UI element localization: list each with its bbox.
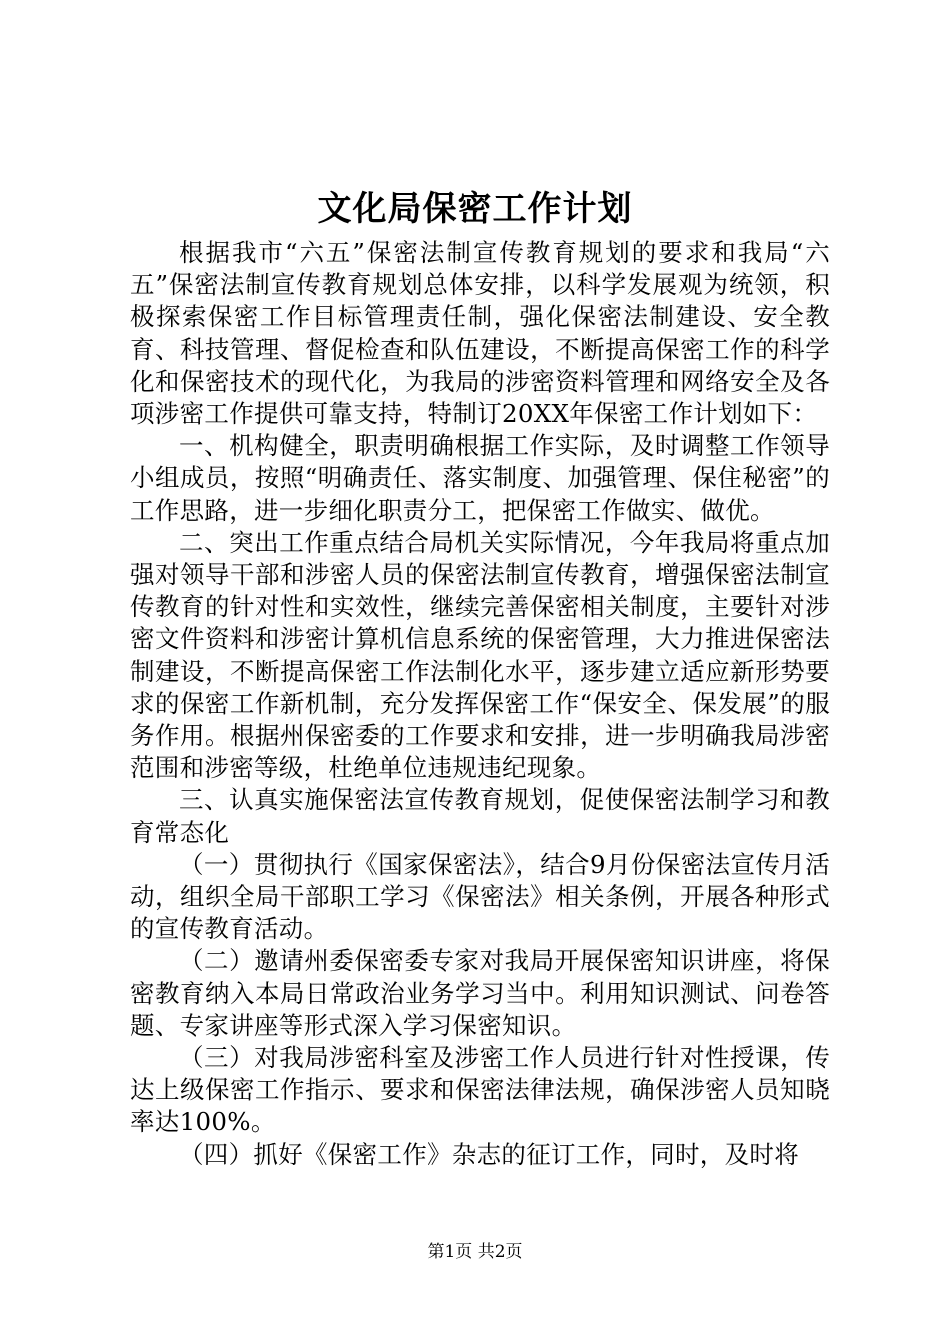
paragraph-item-2: （二）邀请州委保密委专家对我局开展保密知识讲座，将保密教育纳入本局日常政治业务学习当中。利用知识测试、问卷答题、专家讲座等形式深入学习保密知识。	[130, 946, 830, 1040]
paragraph-section-2: 二、突出工作重点结合局机关实际情况，今年我局将重点加强对领导干部和涉密人员的保密法制宣传教育，增强保密法制宣传教育的针对性和实效性，继续完善保密相关制度，主要针对涉密文件资料和涉密计算机信息系统的保密管理，大力推进保密法制建设，不断提高保密工作法制化水平，逐步建立适应新形势要求的保密工作新机制，充分发挥保密工作“保安全、保发展”的服务作用。根据州保密委的工作要求和安排，进一步明确我局涉密范围和涉密等级，杜绝单位违规违纪现象。	[130, 527, 830, 783]
paragraph-item-3: （三）对我局涉密科室及涉密工作人员进行针对性授课，传达上级保密工作指示、要求和保密法律法规，确保涉密人员知晓率达100%。	[130, 1043, 830, 1137]
page-number-footer: 第1页 共2页	[427, 1242, 523, 1262]
paragraph-section-3: 三、认真实施保密法宣传教育规划，促使保密法制学习和教育常态化	[130, 785, 830, 847]
document-body	[130, 237, 830, 1171]
document-title: 文化局保密工作计划	[317, 189, 633, 229]
paragraph-section-1: 一、机构健全，职责明确根据工作实际，及时调整工作领导小组成员，按照“明确责任、落实制度、加强管理、保住秘密”的工作思路，进一步细化职责分工，把保密工作做实、做优。	[130, 431, 830, 525]
paragraph-intro: 根据我市“六五”保密法制宣传教育规划的要求和我局“六五”保密法制宣传教育规划总体安排，以科学发展观为统领，积极探索保密工作目标管理责任制，强化保密法制建设、安全教育、科技管理、督促检查和队伍建设，不断提高保密工作的科学化和保密技术的现代化，为我局的涉密资料管理和网络安全及各项涉密工作提供可靠支持，特制订20XX年保密工作计划如下：	[130, 238, 831, 429]
paragraph-item-1: （一）贯彻执行《国家保密法》，结合9月份保密法宣传月活动，组织全局干部职工学习《保密法》相关条例，开展各种形式的宣传教育活动。	[130, 849, 830, 944]
paragraph-item-4: （四）抓好《保密工作》杂志的征订工作，同时，及时将	[179, 1139, 799, 1169]
